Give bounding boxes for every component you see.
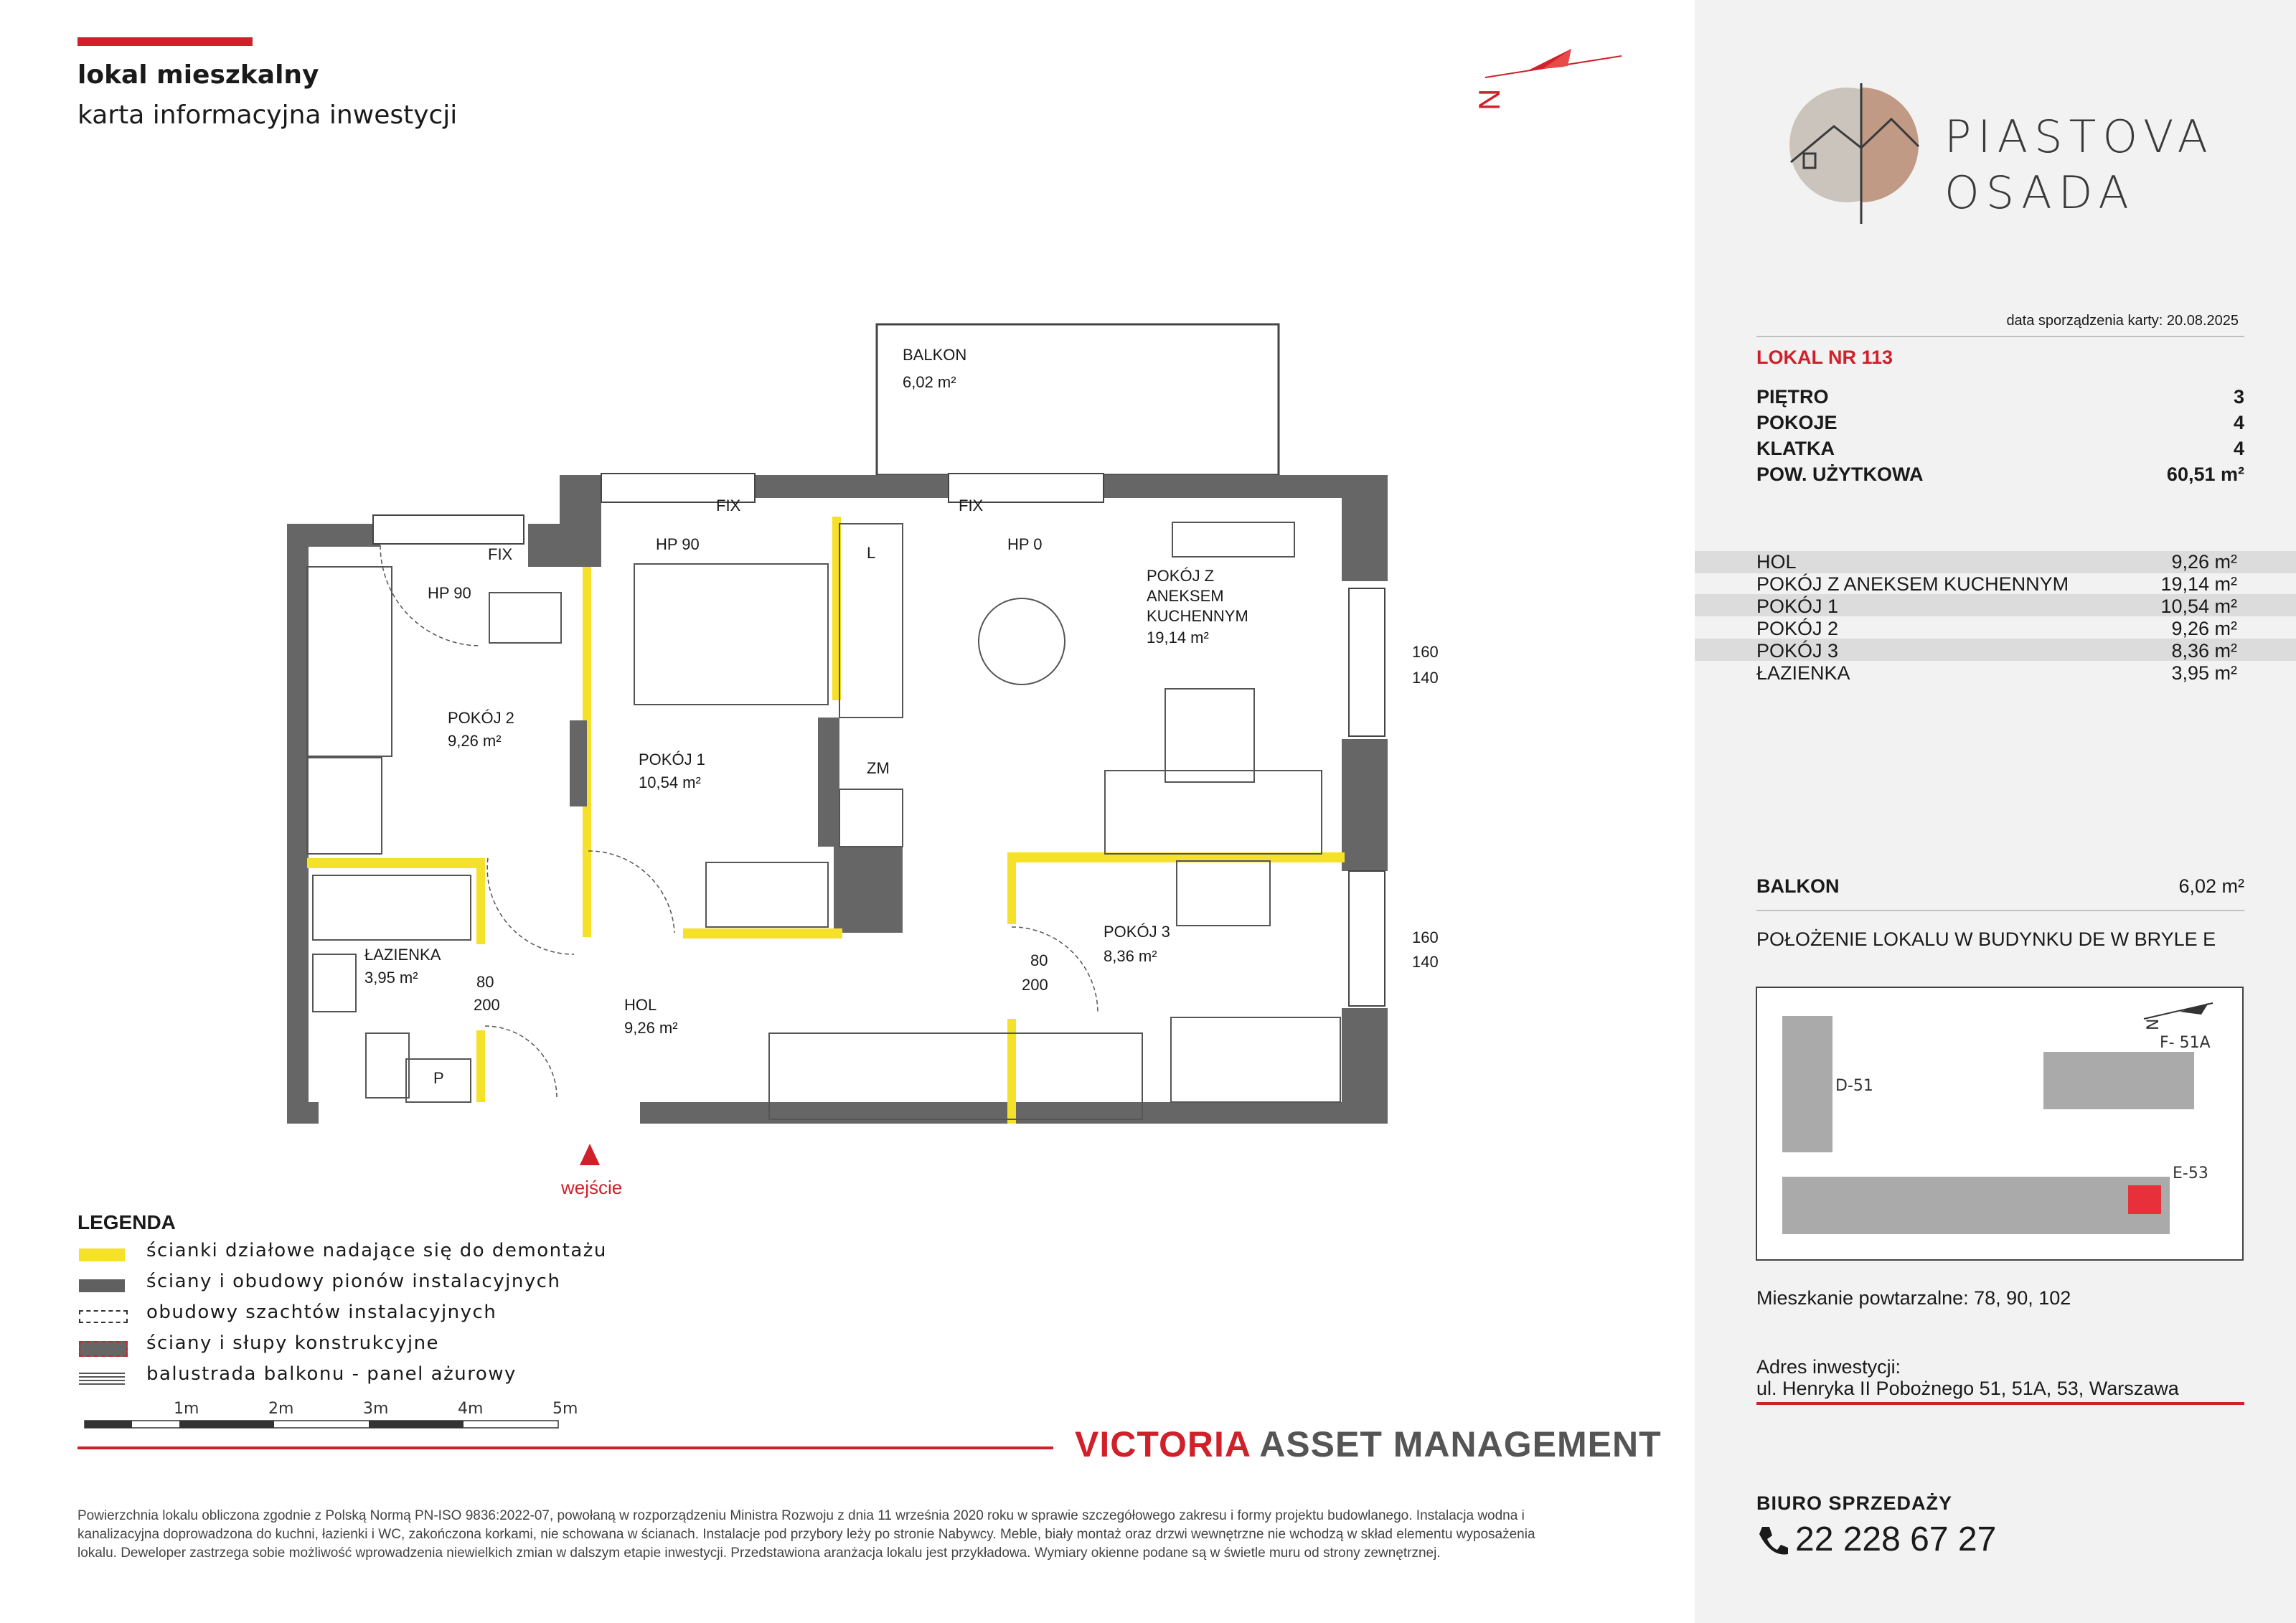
legend-swatch [79,1372,125,1385]
phone-number[interactable]: 22 228 67 27 [1795,1520,1997,1558]
hp0-label: HP 0 [1007,535,1043,553]
room-name: POKÓJ 1 [1756,596,1839,617]
aneks-label-2: ANEKSEM [1147,587,1224,605]
unit-number: LOKAL NR 113 [1756,347,1893,368]
location-text: POŁOŻENIE LOKALU W BUDYNKU DE W BRYLE E [1756,928,2216,950]
pokoj1-label: POKÓJ 1 [639,751,705,768]
divider [1756,336,2244,337]
dim-160: 160 [1412,928,1439,946]
scale-bar [77,1389,580,1432]
scale-label: 2m [268,1400,294,1418]
fact-value: 4 [2233,438,2244,459]
fact-label: PIĘTRO [1756,386,1829,408]
dim-80: 80 [1030,951,1048,969]
map-label-f51a: F- 51A [2160,1034,2211,1052]
map-label-e53: E-53 [2173,1165,2208,1182]
aneks-label-1: POKÓJ Z [1147,567,1215,585]
pokoj3-area: 8,36 m² [1104,947,1157,965]
legend-text: ściany i słupy konstrukcyjne [146,1332,440,1354]
footer-rule [77,1446,1053,1449]
room-area: 9,26 m² [2171,551,2237,573]
legend-text: ścianki działowe nadające się do demontażu [146,1240,607,1261]
logo-emblem-icon [1791,83,1920,227]
pokoj2-area: 9,26 m² [448,732,502,750]
sales-office-label: BIURO SPRZEDAŻY [1756,1492,1953,1514]
dim-200: 200 [1022,976,1048,994]
legend-swatch [79,1341,128,1357]
p-label: P [433,1069,444,1087]
zm-label: ZM [867,759,890,777]
pokoj2-label: POKÓJ 2 [448,709,514,727]
phone-icon [1756,1524,1788,1558]
header-accent-bar [77,37,253,46]
footer-disclaimer: Powierzchnia lokalu obliczona zgodnie z Polską Normą PN-ISO 9836:2022-07, powołaną w rozporządzeniu Ministra Rozwoju z dnia 11 września 2020 roku w sprawie szczegółowego zakresu i formy projektu budowlanego. Instalacja wodna i kanalizacyjna doprowadzona do kuchni, łazienki i WC, zakończona korkami, nie schowana w ścianach. Instalacje pod przybory leży po stronie Nabywcy. Meble, biały montaż oraz drzwi wewnętrzne nie wchodzą w skład elementu wyposażenia lokalu. Deweloper zastrzega sobie możliwość wprowadzenia niewielkich zmian w dalszym etapie inwestycji. Przedstawiona aranżacja lokalu jest przykładowa. Wymiary okienne podane są w świetle muru od strony zewnętrznej. [77,1508,1535,1561]
lazienka-area: 3,95 m² [364,969,418,987]
divider [1756,910,2244,911]
site-map [1756,987,2244,1274]
scale-label: 3m [363,1400,389,1418]
fact-value: 60,51 m² [2166,464,2244,485]
balcony-value: 6,02 m² [2178,875,2244,897]
fact-label: POKOJE [1756,412,1838,433]
fact-label: POW. UŻYTKOWA [1756,464,1924,485]
balkon-area: 6,02 m² [903,373,956,391]
hol-label: HOL [624,996,657,1014]
room-name: ŁAZIENKA [1756,662,1850,684]
legend-swatch [79,1279,125,1292]
fact-value: 3 [2233,386,2244,408]
address-label: Adres inwestycji: [1756,1356,1901,1378]
fact-label: KLATKA [1756,438,1835,459]
room-area: 9,26 m² [2171,618,2237,639]
scale-label: 1m [174,1400,199,1418]
hp90-label: HP 90 [656,535,700,553]
dim-160: 160 [1412,643,1439,661]
dim-80: 80 [476,973,494,991]
aneks-area: 19,14 m² [1147,629,1209,646]
scale-label: 4m [458,1400,484,1418]
balkon-label: BALKON [903,346,967,364]
card-date: data sporządzenia karty: 20.08.2025 [2006,313,2239,329]
pokoj3-label: POKÓJ 3 [1104,923,1170,941]
room-name: HOL [1756,551,1797,573]
legend-swatch [79,1310,128,1323]
hp90-label: HP 90 [428,584,471,602]
floor-plan [273,309,1439,1213]
legend-swatch [79,1248,125,1261]
lazienka-label: ŁAZIENKA [364,946,441,964]
room-area: 8,36 m² [2171,640,2237,662]
hol-area: 9,26 m² [624,1019,678,1037]
room-name: POKÓJ 3 [1756,640,1839,662]
scale-label: 5m [552,1400,578,1418]
legend-title: LEGENDA [77,1211,176,1233]
room-area: 10,54 m² [2160,596,2237,617]
company-logo-text: VICTORIA ASSET MANAGEMENT [1075,1424,1662,1464]
repeat-units: Mieszkanie powtarzalne: 78, 90, 102 [1756,1287,2071,1309]
map-north-label: N [2145,1018,2163,1030]
room-area: 19,14 m² [2160,573,2237,595]
legend-text: obudowy szachtów instalacyjnych [146,1302,497,1323]
address-rule [1756,1402,2244,1405]
map-label-d51: D-51 [1835,1077,1873,1095]
fix-label: FIX [959,497,984,514]
balcony-label: BALKON [1756,875,1840,897]
dim-200: 200 [474,996,500,1014]
document-subtitle: karta informacyjna inwestycji [77,100,458,130]
address-text: ul. Henryka II Pobożnego 51, 51A, 53, Warszawa [1756,1378,2179,1399]
north-label: N [1472,88,1506,110]
entry-arrow-icon [580,1144,600,1165]
document-title: lokal mieszkalny [77,60,319,90]
l-label: L [867,544,876,562]
pokoj1-area: 10,54 m² [639,773,701,791]
entry-label: wejście [561,1177,623,1198]
room-area: 3,95 m² [2171,662,2237,684]
dim-140: 140 [1412,669,1439,687]
fix-label: FIX [716,497,741,514]
legend-text: ściany i obudowy pionów instalacyjnych [146,1271,561,1292]
brand-name: PIASTOVA OSADA [1944,110,2214,219]
room-name: POKÓJ 2 [1756,618,1839,639]
aneks-label-3: KUCHENNYM [1147,607,1248,625]
legend-text: balustrada balkonu - panel ażurowy [146,1363,517,1385]
fact-value: 4 [2233,412,2244,433]
north-arrow-icon [1457,34,1629,121]
dim-140: 140 [1412,953,1439,971]
fix-label: FIX [488,545,513,563]
room-name: POKÓJ Z ANEKSEM KUCHENNYM [1756,573,2069,595]
